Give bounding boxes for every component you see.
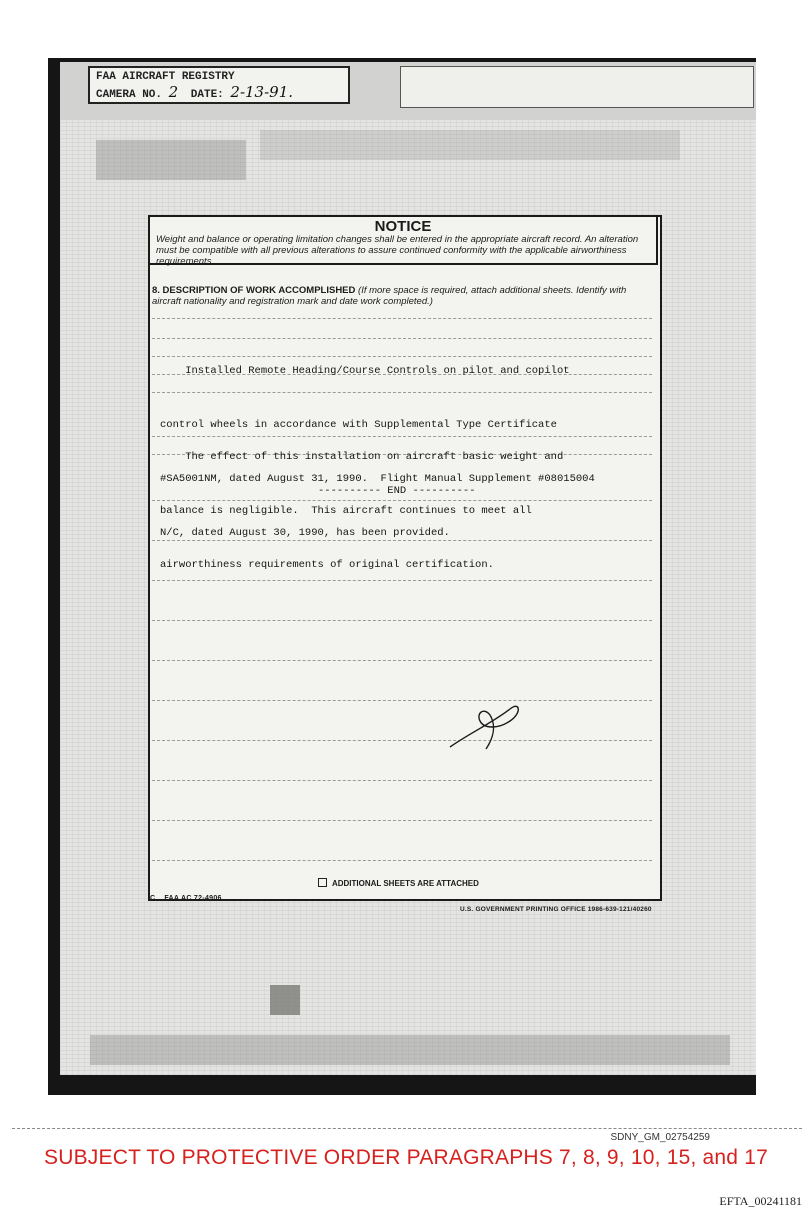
form-rule [152,700,652,701]
form-rule [152,660,652,661]
typed-line: #SA5001NM, dated August 31, 1990. Flight Manual Supplement #08015004 [160,473,595,485]
additional-sheets-checkbox [318,878,327,887]
scan-noise [270,985,300,1015]
section-8-header [152,285,652,307]
typed-line: Installed Remote Heading/Course Controls on pilot and copilot [160,365,570,377]
typed-line: The effect of this installation on aircraft basic weight and [160,451,564,463]
typed-line: control wheels in accordance with Supplemental Type Certificate [160,419,557,431]
registry-camera-stamp [88,66,350,104]
signature-mark [440,695,530,755]
form-rule [152,780,652,781]
notice-title: NOTICE [374,218,432,235]
form-id: FAA AC 72-4906 [164,895,222,902]
stamp-camera-no: 2 [168,83,179,101]
end-marker: ---------- END ---------- [318,485,476,497]
section-8-label: 8. DESCRIPTION OF WORK ACCOMPLISHED [152,285,356,296]
protective-order-banner: SUBJECT TO PROTECTIVE ORDER PARAGRAPHS 7, 8, 9, 10, 15, and 17 [44,1146,768,1169]
additional-sheets-checkbox-row [318,878,479,888]
section-8-instruction: (If more space is required, attach additional sheets. Identify with aircraft nationality and registration mark and date work completed.) [152,285,627,307]
gpo-imprint: U.S. GOVERNMENT PRINTING OFFICE 1986-639-121/40260 [460,906,652,913]
stamp-blank-box [400,66,754,108]
stamp-camera-label: CAMERA NO. [96,89,163,101]
stamp-date: 2-13-91. [230,83,294,101]
form-number [150,895,222,902]
notice-body: Weight and balance or operating limitation changes shall be entered in the appropriate aircraft record. An alteration must be compatible with all previous alterations to assure continued conformity with the applicable airworthiness requirements. [156,234,639,267]
work-description-para-2 [160,412,650,592]
scan-noise [90,1035,730,1065]
notice-box [148,215,658,265]
form-rule [152,318,652,319]
form-rule [152,620,652,621]
typed-line: balance is negligible. This aircraft continues to meet all [160,505,532,517]
page-bottom-rule [12,1128,802,1129]
scan-noise [96,140,246,180]
stamp-date-label: DATE: [190,89,224,101]
scan-noise [260,130,680,160]
typed-line: airworthiness requirements of original certification. [160,559,494,571]
form-rule [152,860,652,861]
stamp-registry-line: FAA AIRCRAFT REGISTRY [96,71,235,83]
form-rule [152,740,652,741]
form-prefix: C [150,895,156,902]
form-rule [152,820,652,821]
additional-sheets-label: ADDITIONAL SHEETS ARE ATTACHED [331,879,479,888]
typed-line: N/C, dated August 30, 1990, has been provided. [160,527,450,539]
bates-number: SDNY_GM_02754259 [610,1132,710,1143]
efta-number: EFTA_00241181 [719,1194,802,1208]
